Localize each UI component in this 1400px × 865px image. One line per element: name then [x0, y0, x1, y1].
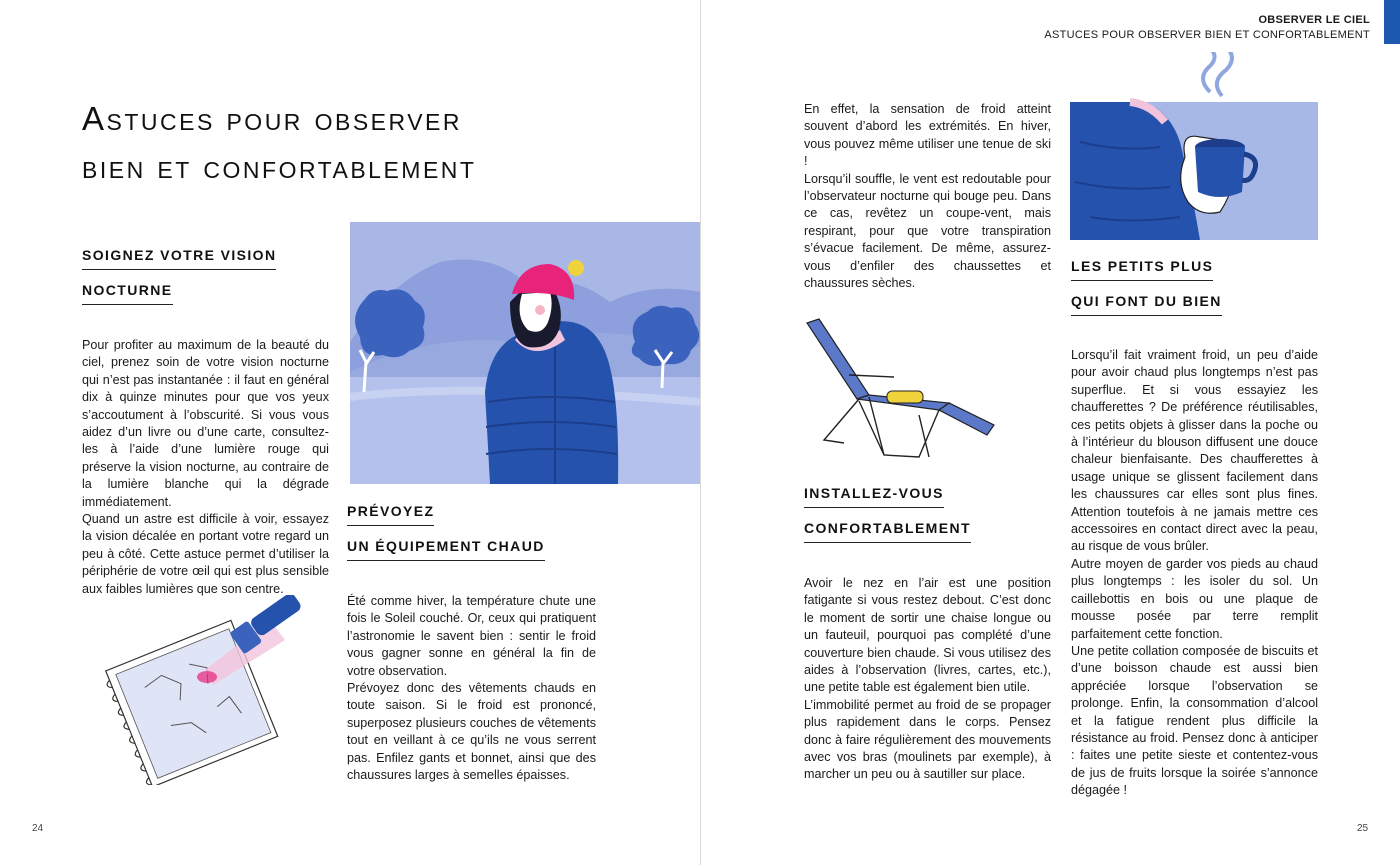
heading-line: PRÉVOYEZ	[347, 497, 434, 526]
continuation-text	[804, 101, 1051, 292]
heading-line: QUI FONT DU BIEN	[1071, 287, 1222, 316]
paragraph: Lorsqu’il fait vraiment froid, un peu d’aide pour avoir chaud plus longtemps n’est pas superflue. Et si vous essayiez les chaufferettes ? De préférence réutilisables, ces petits objets à glisser dans la poche ou à l’intérieur du blouson diffusent une douce chaleur bienfaisante. Des chaufferettes à usage unique se glissent facilement dans les chaussures car elles sont plus fines. Attention toutefois à ne jamais mettre ces accessoires en contact direct avec la peau, au risque de vous brûler.	[1071, 348, 1318, 554]
paragraph: Quand un astre est difficile à voir, essayez la vision décalée en portant votre regard un peu à côté. Cette astuce permet d’utiliser la périphérie de votre œil qui est plus sensible aux faibles lumières que son centre.	[82, 512, 329, 596]
woman-in-winter-jacket-illustration	[350, 222, 700, 484]
section-body-extras	[1071, 347, 1318, 800]
paragraph: Autre moyen de garder vos pieds au chaud plus longtemps : les isoler du sol. Un caillebottis en bois ou une plaque de mousse posée par terre remplit parfaitement cette fonction.	[1071, 556, 1318, 641]
page-number: 24	[32, 823, 44, 834]
page-title	[82, 95, 682, 191]
flashlight-on-star-map-illustration	[95, 595, 310, 785]
page-title-line1: Astuces pour observer	[82, 100, 462, 137]
section-body-vision	[82, 337, 329, 598]
right-page	[701, 0, 1400, 865]
paragraph: L’immobilité permet au froid de se propager plus rapidement dans le corps. Pensez donc à faire régulièrement des mouvements avec vos bras (moulinets par exemple), à marcher un peu ou à sautiller sur place.	[804, 697, 1051, 782]
heading-line: LES PETITS PLUS	[1071, 252, 1213, 281]
hot-drink-mug-illustration	[1070, 52, 1318, 240]
section-heading-comfort	[804, 479, 971, 549]
deck-chair-illustration	[799, 315, 1009, 465]
section-body-comfort	[804, 575, 1051, 784]
heading-line: INSTALLEZ-VOUS	[804, 479, 944, 508]
paragraph: Lorsqu’il souffle, le vent est redoutable pour l’observateur nocturne qui bouge peu. Dans ce cas, revêtez un coupe-vent, mais respirant, pour que votre transpiration s’évacue facilement. De même, assurez-vous d’enfiler des chaussettes et chaussures sèches.	[804, 171, 1051, 291]
heading-line: CONFORTABLEMENT	[804, 514, 971, 543]
paragraph: Pour profiter au maximum de la beauté du ciel, prenez soin de votre vision nocturne qui n’est pas instantanée : il faut en général dix à quinze minutes pour que vos yeux s’accoutument à l’obscurité. Si vous vous aidez d’un livre ou d’une carte, consultez-les à l’aide d’une lumière rouge qui préserve la vision nocturne, au contraire de la lumière blanche qui la dégrade immédiatement.	[82, 338, 329, 509]
heading-line: NOCTURNE	[82, 276, 173, 305]
heading-line: SOIGNEZ VOTRE VISION	[82, 241, 276, 270]
section-heading-vision	[82, 241, 276, 311]
section-body-equipment	[347, 593, 596, 784]
running-header	[970, 14, 1370, 41]
paragraph: Prévoyez donc des vêtements chauds en toute saison. Si le froid est prononcé, superposez plusieurs couches de vêtements tout en veillant à ce qu’ils ne vous serrent pas. Enfilez gants et bonnet, ainsi que des chaussures larges à semelles épaisses.	[347, 681, 596, 783]
section-heading-equipment	[347, 497, 545, 567]
running-subtitle: ASTUCES POUR OBSERVER BIEN ET CONFORTABLEMENT	[1044, 29, 1370, 41]
running-section: OBSERVER LE CIEL	[1258, 14, 1370, 26]
heading-line: UN ÉQUIPEMENT CHAUD	[347, 532, 545, 561]
chapter-tab	[1384, 0, 1400, 44]
paragraph: Été comme hiver, la température chute une fois le Soleil couché. Or, ceux qui pratiquent l’astronomie le savent bien : sentir le froid vous gagner sonne en général la fin de votre observation.	[347, 594, 596, 678]
paragraph: Une petite collation composée de biscuits et d’une boisson chaude est aussi bien appréciée lorsque l’observation se prolonge. Enfin, la consommation d’alcool et la fatigue rendent plus difficile la résistance au froid. Pensez donc à anticiper : faites une petite sieste et contentez-vous de jus de fruits lorsque la soirée s’annonce dégagée !	[1071, 643, 1318, 798]
page-title-line2: bien et confortablement	[82, 148, 477, 185]
page-number: 25	[1357, 823, 1369, 834]
paragraph: En effet, la sensation de froid atteint souvent d’abord les extrémités. En hiver, vous pouvez même utiliser une tenue de ski !	[804, 102, 1051, 169]
section-heading-extras	[1071, 252, 1222, 322]
paragraph: Avoir le nez en l’air est une position fatigante si vous restez debout. C’est donc le moment de sortir une chaise longue ou un fauteuil, pourquoi pas complété d’une couverture bien chaude. Si vous utilisez des aides à l’observation (livres, cartes, etc.), une petite table est également bien utile.	[804, 576, 1051, 695]
